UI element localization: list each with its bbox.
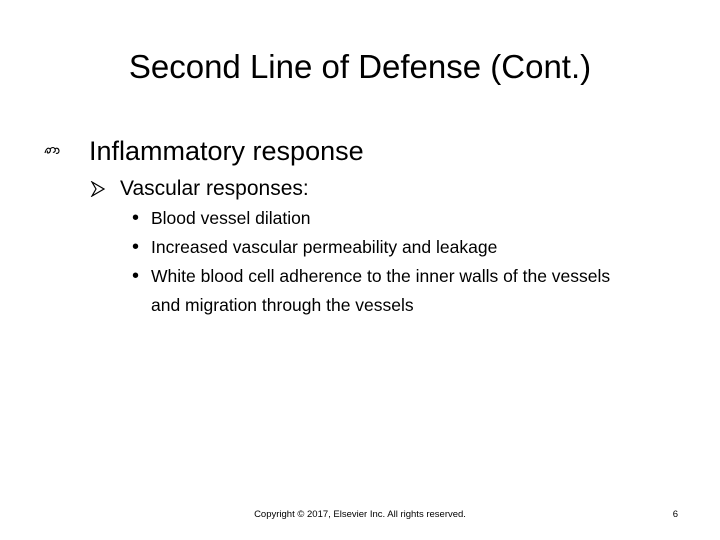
bullet-dot-icon: •: [132, 236, 140, 258]
bullet-level-3-text: Blood vessel dilation: [151, 208, 311, 228]
bullet-level-3-list: [132, 204, 692, 320]
page-number: 6: [672, 509, 678, 520]
bullet-level-1-text: Inflammatory response: [89, 136, 364, 166]
bullet-level-2: [90, 174, 309, 204]
bullet-level-3-text: White blood cell adherence to the inner walls of the vessels and migration through the vessels: [151, 266, 611, 315]
bullet-level-3-text: Increased vascular permeability and leakage: [151, 237, 498, 257]
bullet-level-3-item: [132, 233, 692, 262]
slide-title: Second Line of Defense (Cont.): [128, 48, 592, 85]
footer-copyright: Copyright © 2017, Elsevier Inc. All rights reserved.: [254, 509, 466, 520]
bullet-dot-icon: •: [132, 265, 140, 287]
arrowhead-icon: [90, 181, 106, 197]
bullet-level-3-item: [132, 262, 692, 320]
bullet-dot-icon: •: [132, 207, 140, 229]
bullet-level-3-item: [132, 204, 692, 233]
scroll-ribbon-icon: [44, 145, 60, 157]
bullet-level-2-text: Vascular responses:: [120, 177, 309, 200]
bullet-level-1: [44, 134, 364, 168]
